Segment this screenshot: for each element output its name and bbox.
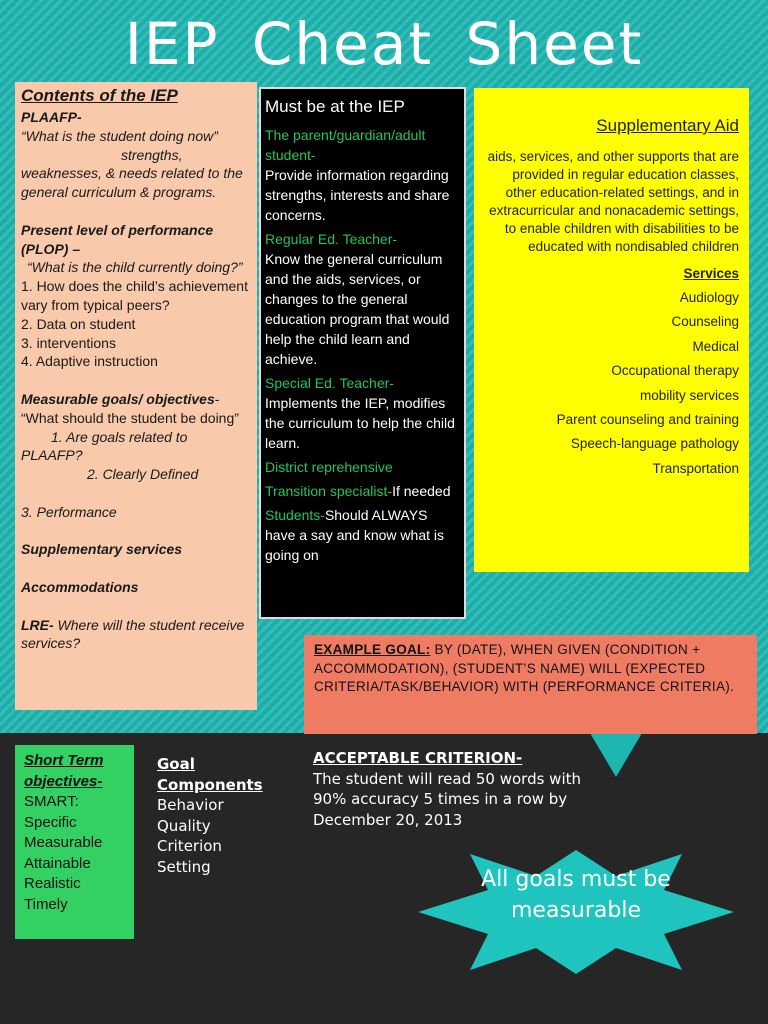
service-item: Transportation	[652, 460, 739, 476]
attendee-role: Regular Ed. Teacher-	[265, 231, 398, 247]
supp-description: aids, services, and other supports that are provided in regular education classes, other education-related settings, and in extracurricular and nonacademic settings, to enable children with disabilities to be educated with nondisabled children	[487, 149, 739, 254]
smart-item: Realistic	[24, 875, 81, 892]
must-heading: Must be at the IEP	[265, 97, 405, 116]
acceptable-heading: ACCEPTABLE CRITERION-	[313, 749, 523, 767]
goals-item-2: 2. Clearly Defined	[87, 466, 199, 483]
services-list	[484, 286, 739, 481]
smart-item: Attainable	[24, 854, 91, 872]
contents-heading: Contents of the IEP	[21, 86, 178, 105]
service-item: Occupational therapy	[611, 363, 739, 379]
component-item: Behavior	[157, 796, 224, 814]
plop-item: 4. Adaptive instruction	[21, 353, 158, 370]
attendee-text: Implements the IEP, modifies the curriculum to help the child learn.	[265, 395, 455, 451]
lre-label: LRE-	[21, 616, 54, 633]
service-item: Medical	[692, 338, 739, 354]
service-item: Speech-language pathology	[570, 436, 739, 452]
attendee-role: Special Ed. Teacher-	[265, 375, 394, 391]
must-be-at-iep-panel	[259, 87, 466, 619]
service-item: Audiology	[679, 290, 739, 305]
supplementary-aid-panel	[474, 88, 749, 572]
example-goal-text: BY (DATE), WHEN GIVEN (CONDITION + ACCOMMODATION), (STUDENT’S NAME) WILL (EXPECTED CRITERIA/TASK/BEHAVIOR) WITH (PERFORMANCE CRITERIA).	[314, 642, 735, 694]
lre-text: Where will the student receive services?	[21, 616, 245, 652]
short-term-heading: Short Term objectives	[24, 752, 104, 790]
goals-dash: -	[214, 390, 220, 407]
acceptable-criterion-panel	[313, 748, 603, 830]
attendee-students	[265, 505, 461, 565]
acceptable-text: The student will read 50 words with 90% accuracy 5 times in a row by December 20, 2013	[313, 769, 581, 829]
plop-label: Present level of performance (PLOP) –	[21, 221, 214, 257]
plop-question: “What is the child currently doing?”	[27, 259, 243, 276]
plaafp-rest: weaknesses, & needs related to the general curriculum & programs.	[21, 165, 243, 201]
plaafp-strengths: strengths,	[121, 146, 183, 163]
attendee-role: District reprehensive	[265, 459, 393, 475]
component-item: Setting	[157, 857, 211, 876]
plaafp-question: “What is the student doing now”	[21, 127, 218, 144]
contents-panel	[15, 82, 257, 710]
attendee-text: Know the general curriculum and the aids, services, or changes to the general education program that would help the child learn and achieve.	[265, 251, 450, 367]
service-item: Counseling	[671, 314, 739, 330]
attendee-regular-teacher	[265, 229, 461, 369]
goal-components-panel	[157, 754, 275, 877]
attendee-role: Transition specialist-	[265, 483, 393, 499]
goal-components-heading: Goal Components	[157, 755, 263, 794]
attendee-special-teacher	[265, 373, 461, 453]
attendee-text: Should ALWAYS have a say and know what is going on	[265, 507, 444, 563]
plop-item: 1. How does the child’s achievement vary from typical peers?	[21, 278, 248, 313]
attendee-role: The parent/guardian/adult student-	[265, 127, 426, 163]
goals-question: “What should the student be doing”	[21, 409, 239, 426]
service-item: mobility services	[639, 387, 739, 403]
plaafp-label: PLAAFP-	[21, 109, 82, 125]
attendee-transition	[265, 481, 461, 501]
short-term-panel	[15, 745, 134, 939]
example-goal-panel	[304, 635, 757, 734]
smart-item: Specific	[24, 813, 77, 831]
example-goal-label: EXAMPLE GOAL:	[314, 642, 431, 657]
goals-item-3: 3. Performance	[21, 503, 117, 520]
plop-item: 2. Data on student	[21, 315, 136, 332]
attendee-text: If needed	[392, 483, 451, 499]
page-title: IEP Cheat Sheet	[124, 10, 644, 78]
plop-item: 3. interventions	[21, 334, 116, 351]
supp-heading: Supplementary Aid	[596, 116, 739, 135]
attendee-role: Students-	[265, 507, 325, 523]
services-heading: Services	[683, 266, 739, 281]
attendee-district	[265, 457, 461, 477]
supplementary-services: Supplementary services	[21, 541, 183, 558]
accommodations: Accommodations	[21, 578, 139, 595]
short-term-dash: -	[97, 772, 103, 790]
attendee-parent	[265, 125, 461, 225]
starburst-text: All goals must be measurable	[481, 867, 671, 923]
smart-item: Timely	[24, 895, 68, 913]
component-item: Criterion	[157, 837, 222, 855]
goals-label: Measurable goals/ objectives	[21, 390, 215, 407]
smart-item: SMART:	[24, 793, 79, 810]
service-item: Parent counseling and training	[556, 412, 739, 428]
component-item: Quality	[157, 816, 211, 835]
attendee-text: Provide information regarding strengths, interests and share concerns.	[265, 167, 450, 223]
goals-item-1: 1. Are goals related to PLAAFP?	[21, 428, 188, 464]
smart-item: Measurable	[24, 834, 103, 851]
